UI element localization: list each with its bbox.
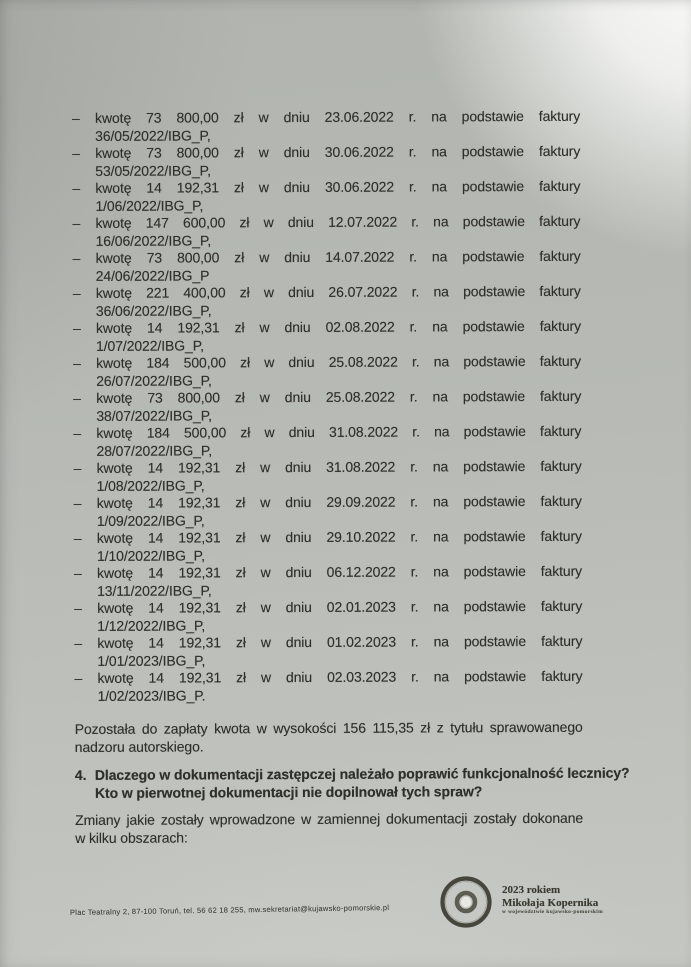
word-r: r. (409, 248, 417, 265)
word-zl: zł (233, 144, 244, 161)
amount-value: 14 192,31 (148, 634, 221, 651)
amount-value: 14 192,31 (148, 669, 222, 686)
amount-value: 14 192,31 (148, 599, 221, 616)
logo-name-line: Mikołaja Kopernika (502, 896, 599, 909)
word-na: na (432, 318, 448, 335)
payment-item (74, 528, 582, 565)
amount-value: 73 800,00 (146, 144, 219, 161)
amount-value: 14 192,31 (148, 564, 221, 581)
word-dniu: dniu (283, 178, 310, 196)
word-w: w (263, 214, 274, 231)
payment-date: 30.06.2022 (324, 178, 395, 195)
payment-date: 29.10.2022 (326, 528, 396, 545)
list-dash: – (74, 669, 83, 686)
invoice-number: 1/02/2023/IBG_P. (97, 686, 206, 704)
word-w: w (260, 529, 271, 546)
payment-item (73, 388, 581, 425)
word-podstawie: podstawie (463, 528, 526, 545)
question-4 (75, 765, 635, 802)
payment-date: 31.08.2022 (326, 458, 396, 475)
word-na: na (433, 353, 450, 370)
payment-date: 29.09.2022 (326, 493, 396, 510)
word-faktury: faktury (539, 422, 582, 439)
question-line-2: Kto w pierwotnej dokumentacji nie dopilnował tych spraw? (94, 782, 483, 801)
word-podstawie: podstawie (463, 458, 526, 475)
word-w: w (258, 179, 269, 196)
word-zl: zł (239, 284, 250, 301)
payment-line (96, 353, 581, 373)
payment-line (96, 318, 581, 338)
payment-date: 25.08.2022 (328, 353, 398, 370)
word-na: na (434, 423, 450, 440)
invoice-number: 36/05/2022/IBG_P, (95, 126, 211, 144)
payment-line (96, 283, 581, 303)
word-faktury: faktury (539, 317, 582, 334)
word-r: r. (411, 353, 420, 370)
invoice-number: 1/10/2022/IBG_P, (96, 546, 205, 564)
list-dash: – (73, 529, 82, 546)
payment-line (96, 423, 581, 443)
amount-value: 14 192,31 (146, 319, 220, 336)
word-na: na (431, 178, 447, 195)
amount-value: 14 192,31 (147, 494, 221, 511)
word-w: w (260, 459, 271, 476)
payment-date: 31.08.2022 (328, 423, 399, 440)
payment-item (73, 283, 581, 320)
word-r: r. (410, 528, 419, 545)
word-r: r. (410, 598, 419, 615)
list-dash: – (72, 214, 81, 231)
word-podstawie: podstawie (464, 668, 527, 685)
word-na: na (432, 458, 449, 475)
payment-date: 26.07.2022 (328, 283, 398, 300)
payment-item (72, 108, 580, 145)
word-zl: zł (236, 669, 247, 686)
word-r: r. (409, 318, 418, 335)
list-dash: – (72, 109, 80, 126)
word-podstawie: podstawie (463, 423, 526, 440)
payment-line (95, 213, 580, 233)
word-dniu: dniu (288, 283, 315, 301)
list-dash: – (72, 284, 81, 301)
word-kwote: kwotę (96, 529, 133, 546)
word-faktury: faktury (540, 597, 583, 614)
word-w: w (264, 354, 275, 371)
word-kwote: kwotę (96, 354, 133, 371)
word-w: w (260, 669, 272, 686)
list-dash: – (73, 424, 82, 441)
word-w: w (259, 319, 270, 336)
word-kwote: kwotę (97, 634, 134, 651)
payment-date: 12.07.2022 (328, 213, 398, 230)
word-dniu: dniu (285, 563, 312, 581)
logo-text (502, 884, 603, 916)
word-na: na (431, 248, 448, 265)
invoice-number: 1/01/2023/IBG_P, (97, 651, 206, 669)
payment-line (95, 178, 580, 198)
word-kwote: kwotę (95, 249, 132, 266)
word-kwote: kwotę (96, 424, 133, 441)
word-na: na (433, 283, 449, 300)
amount-value: 14 192,31 (147, 529, 221, 546)
word-zl: zł (234, 389, 245, 406)
invoice-number: 38/07/2022/IBG_P, (96, 406, 212, 424)
word-r: r. (408, 178, 417, 195)
list-dash: – (72, 144, 80, 161)
word-dniu: dniu (285, 668, 313, 686)
amount-value: 184 500,00 (146, 424, 227, 441)
word-kwote: kwotę (96, 389, 133, 406)
word-r: r. (410, 563, 419, 580)
payment-line (96, 248, 581, 268)
payment-date: 23.06.2022 (324, 108, 394, 125)
word-kwote: kwotę (96, 564, 134, 581)
word-dniu: dniu (284, 248, 311, 266)
word-dniu: dniu (283, 143, 310, 161)
invoice-number: 1/12/2022/IBG_P, (97, 616, 206, 634)
word-zl: zł (234, 319, 245, 336)
word-r: r. (410, 633, 419, 650)
word-dniu: dniu (287, 213, 314, 231)
word-w: w (258, 109, 269, 126)
word-faktury: faktury (539, 247, 581, 264)
payment-line (95, 143, 580, 163)
payment-line (97, 458, 582, 478)
changes-paragraph (75, 810, 583, 847)
payment-item (74, 563, 582, 600)
question-line-1: Dlaczego w dokumentacji zastępczej należało poprawić funkcjonalność lecznicy? (94, 764, 630, 783)
logo (438, 874, 603, 930)
word-faktury: faktury (539, 352, 582, 369)
word-faktury: faktury (538, 107, 581, 124)
payment-date: 02.01.2023 (326, 598, 396, 615)
word-na: na (431, 143, 447, 160)
word-podstawie: podstawie (461, 178, 525, 195)
word-w: w (264, 424, 275, 441)
word-kwote: kwotę (95, 319, 133, 336)
amount-value: 147 600,00 (145, 214, 226, 231)
word-faktury: faktury (539, 282, 581, 299)
word-zl: zł (235, 529, 246, 546)
word-r: r. (411, 668, 419, 685)
payment-item (73, 423, 581, 460)
word-faktury: faktury (538, 142, 581, 159)
payment-item (72, 213, 580, 250)
invoice-number: 36/06/2022/IBG_P, (95, 301, 212, 319)
payment-date: 06.12.2022 (326, 563, 396, 580)
payment-item (74, 493, 582, 530)
word-zl: zł (240, 354, 251, 371)
remaining-line-1: Pozostała do zapłaty kwota w wysokości 156 115,35 zł z tytułu sprawowanego (74, 718, 583, 737)
changes-line-2: w kilku obszarach: (75, 829, 188, 846)
word-kwote: kwotę (94, 109, 132, 126)
word-faktury: faktury (539, 177, 581, 194)
word-faktury: faktury (540, 457, 582, 474)
word-dniu: dniu (285, 493, 312, 511)
word-na: na (433, 668, 450, 685)
word-podstawie: podstawie (463, 353, 526, 370)
footer-address: Plac Teatralny 2, 87-100 Toruń, tel. 56 62 18 255, mw.sekretariat@kujawsko-pomorskie.pl (69, 902, 390, 917)
question-number: 4. (74, 766, 87, 783)
payment-item (74, 598, 582, 635)
word-zl: zł (235, 564, 246, 581)
word-na: na (433, 633, 449, 650)
word-zl: zł (235, 459, 246, 476)
word-zl: zł (240, 424, 251, 441)
word-kwote: kwotę (95, 179, 132, 196)
word-zl: zł (235, 599, 246, 616)
payment-line (97, 563, 582, 583)
amount-value: 73 800,00 (146, 109, 219, 126)
list-dash: – (73, 354, 81, 371)
word-podstawie: podstawie (463, 563, 526, 580)
word-na: na (433, 213, 449, 230)
list-dash: – (72, 319, 81, 336)
word-r: r. (408, 108, 417, 125)
payment-item (73, 353, 581, 390)
word-na: na (433, 598, 449, 615)
invoice-number: 1/09/2022/IBG_P, (96, 511, 205, 529)
payment-line (97, 633, 582, 653)
word-r: r. (409, 388, 418, 405)
payment-line (97, 668, 582, 688)
word-zl: zł (239, 214, 250, 231)
invoice-number: 53/05/2022/IBG_P, (95, 161, 211, 179)
amount-value: 73 800,00 (146, 249, 220, 266)
word-dniu: dniu (284, 388, 311, 406)
word-na: na (432, 388, 448, 405)
document-body (72, 107, 630, 847)
word-podstawie: podstawie (463, 598, 526, 615)
payment-date: 02.08.2022 (325, 318, 395, 335)
word-dniu: dniu (288, 423, 315, 441)
word-podstawie: podstawie (462, 318, 525, 335)
list-dash: – (74, 634, 83, 651)
word-dniu: dniu (283, 108, 310, 126)
word-kwote: kwotę (95, 284, 132, 301)
invoice-number: 26/07/2022/IBG_P, (96, 371, 212, 389)
word-na: na (432, 493, 449, 510)
word-w: w (260, 564, 271, 581)
payment-line (95, 108, 580, 128)
word-w: w (259, 249, 270, 266)
invoice-number: 1/06/2022/IBG_P, (95, 196, 204, 214)
payment-item (74, 633, 582, 670)
word-r: r. (408, 143, 417, 160)
payment-line (96, 388, 581, 408)
logo-year-line: 2023 rokiem (502, 884, 561, 896)
word-faktury: faktury (540, 527, 582, 544)
word-kwote: kwotę (97, 599, 134, 616)
amount-value: 14 192,31 (146, 179, 220, 196)
word-w: w (260, 634, 271, 651)
word-podstawie: podstawie (463, 633, 527, 650)
invoice-number: 28/07/2022/IBG_P, (96, 441, 213, 459)
amount-value: 184 500,00 (146, 354, 226, 371)
payment-item (73, 318, 581, 355)
copernicus-emblem-icon (438, 874, 494, 930)
word-w: w (258, 144, 269, 161)
word-r: r. (411, 213, 419, 230)
word-zl: zł (233, 179, 244, 196)
word-faktury: faktury (541, 667, 583, 684)
word-faktury: faktury (541, 632, 583, 649)
payment-date: 30.06.2022 (324, 143, 394, 160)
payment-item (72, 178, 580, 215)
word-kwote: kwotę (97, 669, 134, 686)
word-zl: zł (235, 634, 246, 651)
payment-line (97, 528, 582, 548)
list-dash: – (73, 494, 82, 511)
word-dniu: dniu (288, 353, 315, 371)
word-dniu: dniu (284, 318, 311, 336)
word-zl: zł (234, 249, 245, 266)
word-zl: zł (233, 109, 244, 126)
remaining-amount-paragraph (75, 719, 583, 756)
word-w: w (260, 494, 271, 511)
payment-date: 02.03.2023 (327, 668, 397, 685)
list-dash: – (73, 459, 82, 476)
payment-line (97, 493, 582, 513)
word-r: r. (411, 283, 420, 300)
word-w: w (260, 599, 271, 616)
list-dash: – (72, 179, 81, 196)
amount-value: 221 400,00 (146, 284, 226, 301)
word-dniu: dniu (285, 528, 312, 546)
word-podstawie: podstawie (462, 248, 525, 265)
word-dniu: dniu (285, 598, 312, 616)
word-w: w (263, 284, 274, 301)
list-dash: – (73, 564, 82, 581)
amount-value: 14 192,31 (147, 459, 221, 476)
payment-date: 14.07.2022 (325, 248, 395, 265)
word-dniu: dniu (285, 633, 312, 651)
word-kwote: kwotę (96, 494, 133, 511)
payment-item (73, 248, 581, 285)
word-podstawie: podstawie (462, 213, 525, 230)
payment-item (74, 458, 582, 495)
list-dash: – (73, 389, 81, 406)
changes-line-1: Zmiany jakie zostały wprowadzone w zamiennej dokumentacji zostały dokonane (75, 809, 584, 828)
payment-date: 01.02.2023 (326, 633, 397, 650)
word-r: r. (410, 458, 418, 475)
word-podstawie: podstawie (463, 493, 526, 510)
list-dash: – (74, 599, 82, 616)
amount-value: 73 800,00 (147, 389, 220, 406)
payment-date: 25.08.2022 (325, 388, 395, 405)
word-kwote: kwotę (96, 459, 133, 476)
word-na: na (433, 563, 449, 580)
payment-line (97, 598, 582, 618)
invoice-number: 24/06/2022/IBG_P (95, 266, 210, 284)
word-r: r. (412, 423, 420, 440)
invoice-number: 16/06/2022/IBG_P, (95, 231, 212, 249)
word-podstawie: podstawie (461, 143, 524, 160)
word-na: na (433, 528, 449, 545)
word-faktury: faktury (539, 387, 582, 404)
word-zl: zł (235, 494, 246, 511)
word-podstawie: podstawie (461, 108, 524, 125)
remaining-line-2: nadzoru autorskiego. (74, 737, 204, 755)
payment-item (72, 143, 580, 180)
word-dniu: dniu (285, 458, 312, 476)
word-r: r. (410, 493, 418, 510)
logo-tagline: w województwie kujawsko-pomorskim (502, 909, 603, 915)
word-kwote: kwotę (95, 214, 132, 231)
payment-item (74, 668, 582, 705)
word-faktury: faktury (540, 562, 583, 579)
word-faktury: faktury (539, 212, 581, 229)
invoice-number: 13/11/2022/IBG_P, (97, 581, 212, 599)
word-podstawie: podstawie (463, 283, 526, 300)
word-kwote: kwotę (95, 144, 132, 161)
payments-list (72, 108, 583, 705)
invoice-number: 1/07/2022/IBG_P, (95, 336, 204, 354)
word-na: na (431, 108, 447, 125)
word-faktury: faktury (540, 492, 582, 509)
word-w: w (259, 389, 270, 406)
list-dash: – (72, 249, 81, 266)
invoice-number: 1/08/2022/IBG_P, (96, 476, 205, 494)
word-podstawie: podstawie (462, 388, 526, 405)
